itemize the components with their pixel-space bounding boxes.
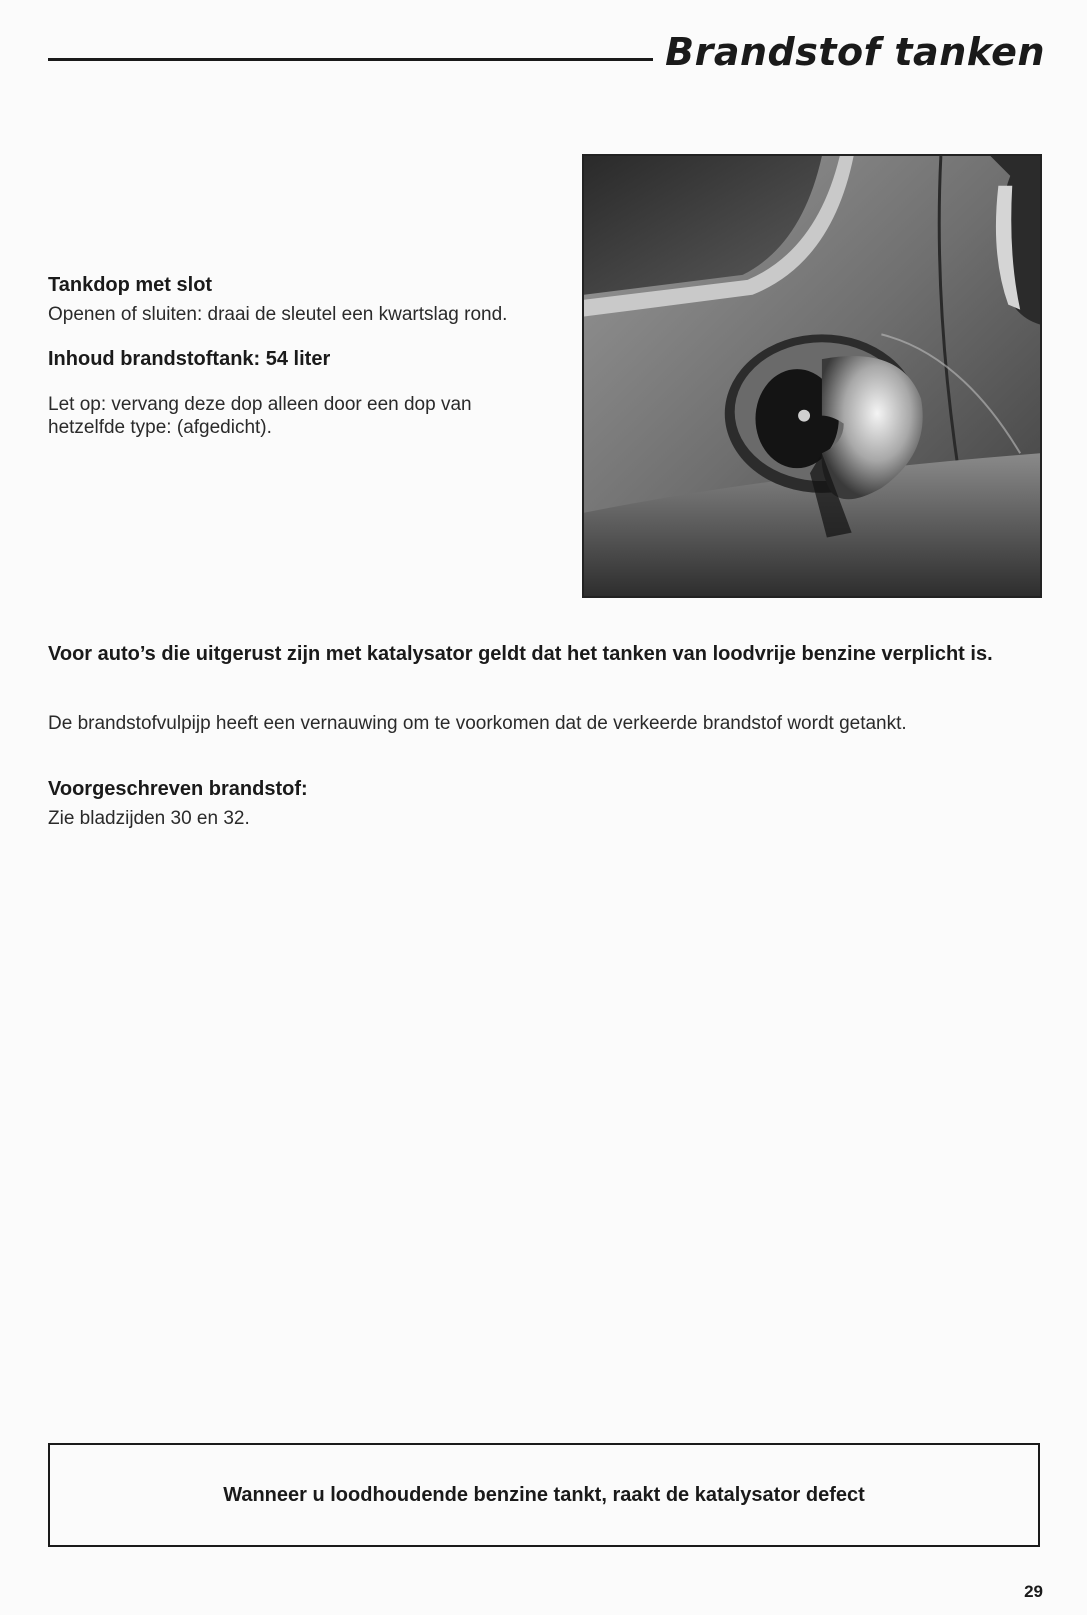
warning-text: Wanneer u loodhoudende benzine tankt, raakt de katalysator defect [223, 1483, 865, 1506]
tank-cap-heading: Tankdop met slot [48, 274, 213, 296]
catalyst-notice: Voor auto’s die uitgerust zijn met katalysator geldt dat het tanken van loodvrije benzine verplicht is. [48, 643, 993, 665]
page-title: Brandstof tanken [665, 30, 1045, 74]
warning-box [48, 1443, 1040, 1547]
tank-cap-section [48, 274, 548, 439]
prescribed-fuel-section [48, 778, 648, 830]
tank-capacity: Inhoud brandstoftank: 54 liter [48, 348, 331, 370]
prescribed-fuel-reference: Zie bladzijden 30 en 32. [48, 808, 250, 829]
page-number: 29 [1024, 1582, 1043, 1601]
tank-cap-instruction: Openen of sluiten: draai de sleutel een kwartslag rond. [48, 304, 508, 325]
fuel-cap-photo [582, 154, 1042, 598]
tank-cap-note: Let op: vervang deze dop alleen door een dop van hetzelfde type: (afgedicht). [48, 394, 472, 438]
fuel-cap-illustration [584, 156, 1040, 596]
filler-pipe-note: De brandstofvulpijp heeft een vernauwing om te voorkomen dat de verkeerde brandstof wordt getankt. [48, 713, 907, 734]
header-rule [48, 58, 653, 61]
prescribed-fuel-heading: Voorgeschreven brandstof: [48, 778, 308, 800]
